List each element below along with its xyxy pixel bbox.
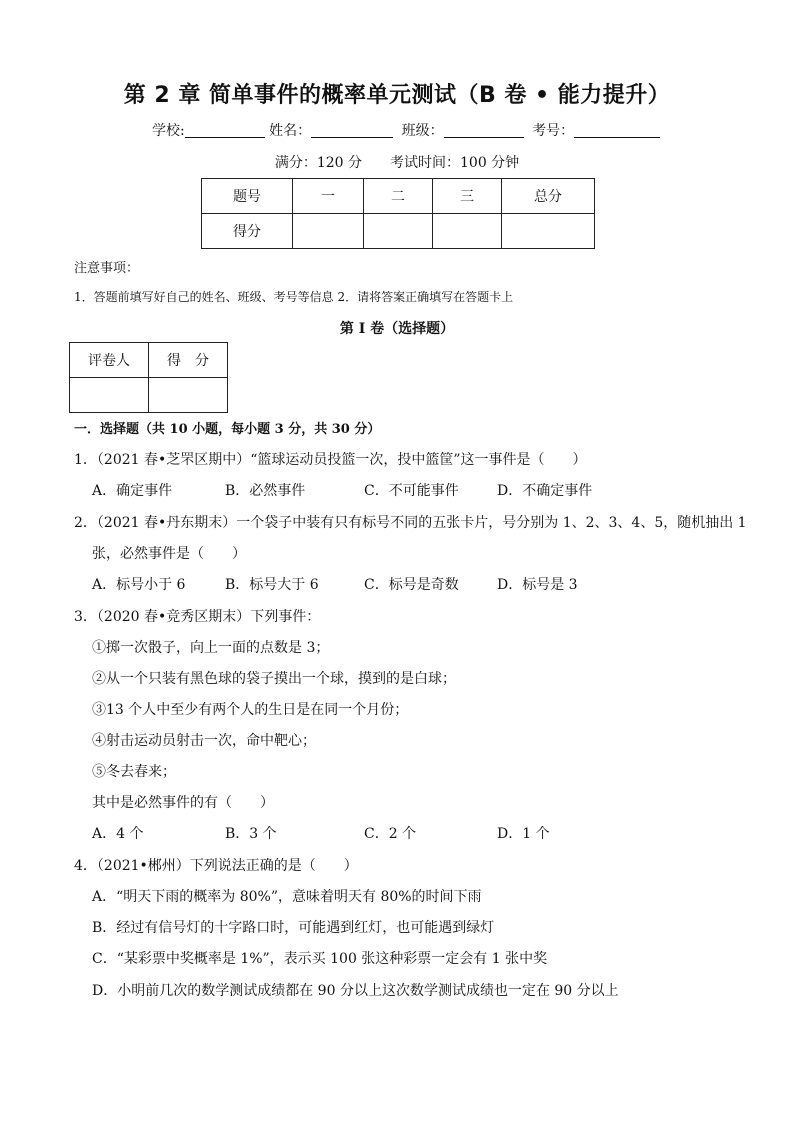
question-3-item: ②从一个只装有黑色球的袋子摸出一个球，摸到的是白球； <box>92 671 456 687</box>
notes-title: 注意事项： <box>74 261 140 276</box>
question-option: C．不可能事件 <box>364 483 459 499</box>
question-3-item: ⑤冬去春来； <box>92 764 176 780</box>
page-title: 第 2 章 简单事件的概率单元测试（B 卷 • 能力提升） <box>123 83 671 108</box>
question-option: B．标号大于 6 <box>225 577 319 593</box>
question-option: A．确定事件 <box>92 483 173 499</box>
exam-time: 考试时间：100 分钟 <box>390 155 520 171</box>
question-3-item: ④射击运动员射击一次，命中靶心； <box>92 733 316 749</box>
question-1-stem: 1．（2021 春•芝罘区期中）“篮球运动员投篮一次，投中篮筐”这一事件是（ ） <box>74 452 587 468</box>
name-blank <box>311 123 393 138</box>
score-table-header-row <box>202 179 595 214</box>
score-cell <box>293 214 364 249</box>
grader-table-header-row <box>70 343 228 378</box>
score-header-cell: 题号 <box>202 179 293 214</box>
score-cell <box>502 214 595 249</box>
question-option: C．2 个 <box>364 826 417 842</box>
score-cell <box>433 214 502 249</box>
score-header-cell: 二 <box>364 179 433 214</box>
question-option: B．必然事件 <box>225 483 306 499</box>
question-4-option: B．经过有信号灯的十字路口时，可能遇到红灯，也可能遇到绿灯 <box>92 920 495 936</box>
full-score: 满分：120 分 <box>274 155 362 171</box>
exam-meta <box>0 152 794 172</box>
student-info-line <box>152 120 660 140</box>
question-3-item: ③13 个人中至少有两个人的生日是在同一个月份； <box>92 702 409 718</box>
grader-header-cell: 评卷人 <box>70 343 149 378</box>
name-label: 姓名： <box>269 123 312 139</box>
score-cell <box>364 214 433 249</box>
school-blank <box>185 123 265 138</box>
grader-header-cell: 得 分 <box>149 343 228 378</box>
question-4-option: D．小明前几次的数学测试成绩都在 90 分以上这次数学测试成绩也一定在 90 分以上 <box>92 983 619 999</box>
notes-body: 1．答题前填写好自己的姓名、班级、考号等信息 2．请将答案正确填写在答题卡上 <box>74 290 514 304</box>
question-option: C．标号是奇数 <box>364 577 459 593</box>
score-table <box>201 178 595 249</box>
question-option: D．标号是 3 <box>497 577 578 593</box>
score-header-cell: 总分 <box>502 179 595 214</box>
question-2-stem-cont: 张，必然事件是（ ） <box>92 546 246 562</box>
question-4-option: A．“明天下雨的概率为 80%”，意味着明天有 80%的时间下雨 <box>92 889 482 905</box>
question-3-stem: 3．（2020 春•竞秀区期末）下列事件： <box>74 609 321 625</box>
question-option: B．3 个 <box>225 826 277 842</box>
score-row-label: 得分 <box>202 214 293 249</box>
class-blank <box>444 123 524 138</box>
exam-no-label: 考号： <box>532 123 575 139</box>
question-4-stem: 4．（2021•郴州）下列说法正确的是（ ） <box>74 858 358 874</box>
question-option: D．不确定事件 <box>497 483 593 499</box>
class-label: 班级： <box>401 123 444 139</box>
question-option: A．标号小于 6 <box>92 577 186 593</box>
score-table-row <box>202 214 595 249</box>
school-label: 学校: <box>152 123 185 139</box>
grader-cell <box>70 378 149 413</box>
grader-table-row <box>70 378 228 413</box>
part-one-title: 一．选择题（共 10 小题，每小题 3 分，共 30 分） <box>74 422 381 437</box>
question-3-item: ①掷一次骰子，向上一面的点数是 3； <box>92 640 330 656</box>
question-option: D．1 个 <box>497 826 550 842</box>
grader-table <box>69 342 228 413</box>
grader-cell <box>149 378 228 413</box>
question-3-item: 其中是必然事件的有（ ） <box>92 795 274 811</box>
question-2-stem: 2．（2021 春•丹东期末）一个袋子中装有只有标号不同的五张卡片，号分别为 1、2、3、4、5，随机抽出 1 <box>74 515 747 531</box>
section-title: 第 I 卷（选择题） <box>339 321 455 337</box>
question-option: A．4 个 <box>92 826 144 842</box>
question-4-option: C．“某彩票中奖概率是 1%”，表示买 100 张这种彩票一定会有 1 张中奖 <box>92 951 548 967</box>
score-header-cell: 一 <box>293 179 364 214</box>
score-header-cell: 三 <box>433 179 502 214</box>
exam-no-blank <box>574 123 660 138</box>
